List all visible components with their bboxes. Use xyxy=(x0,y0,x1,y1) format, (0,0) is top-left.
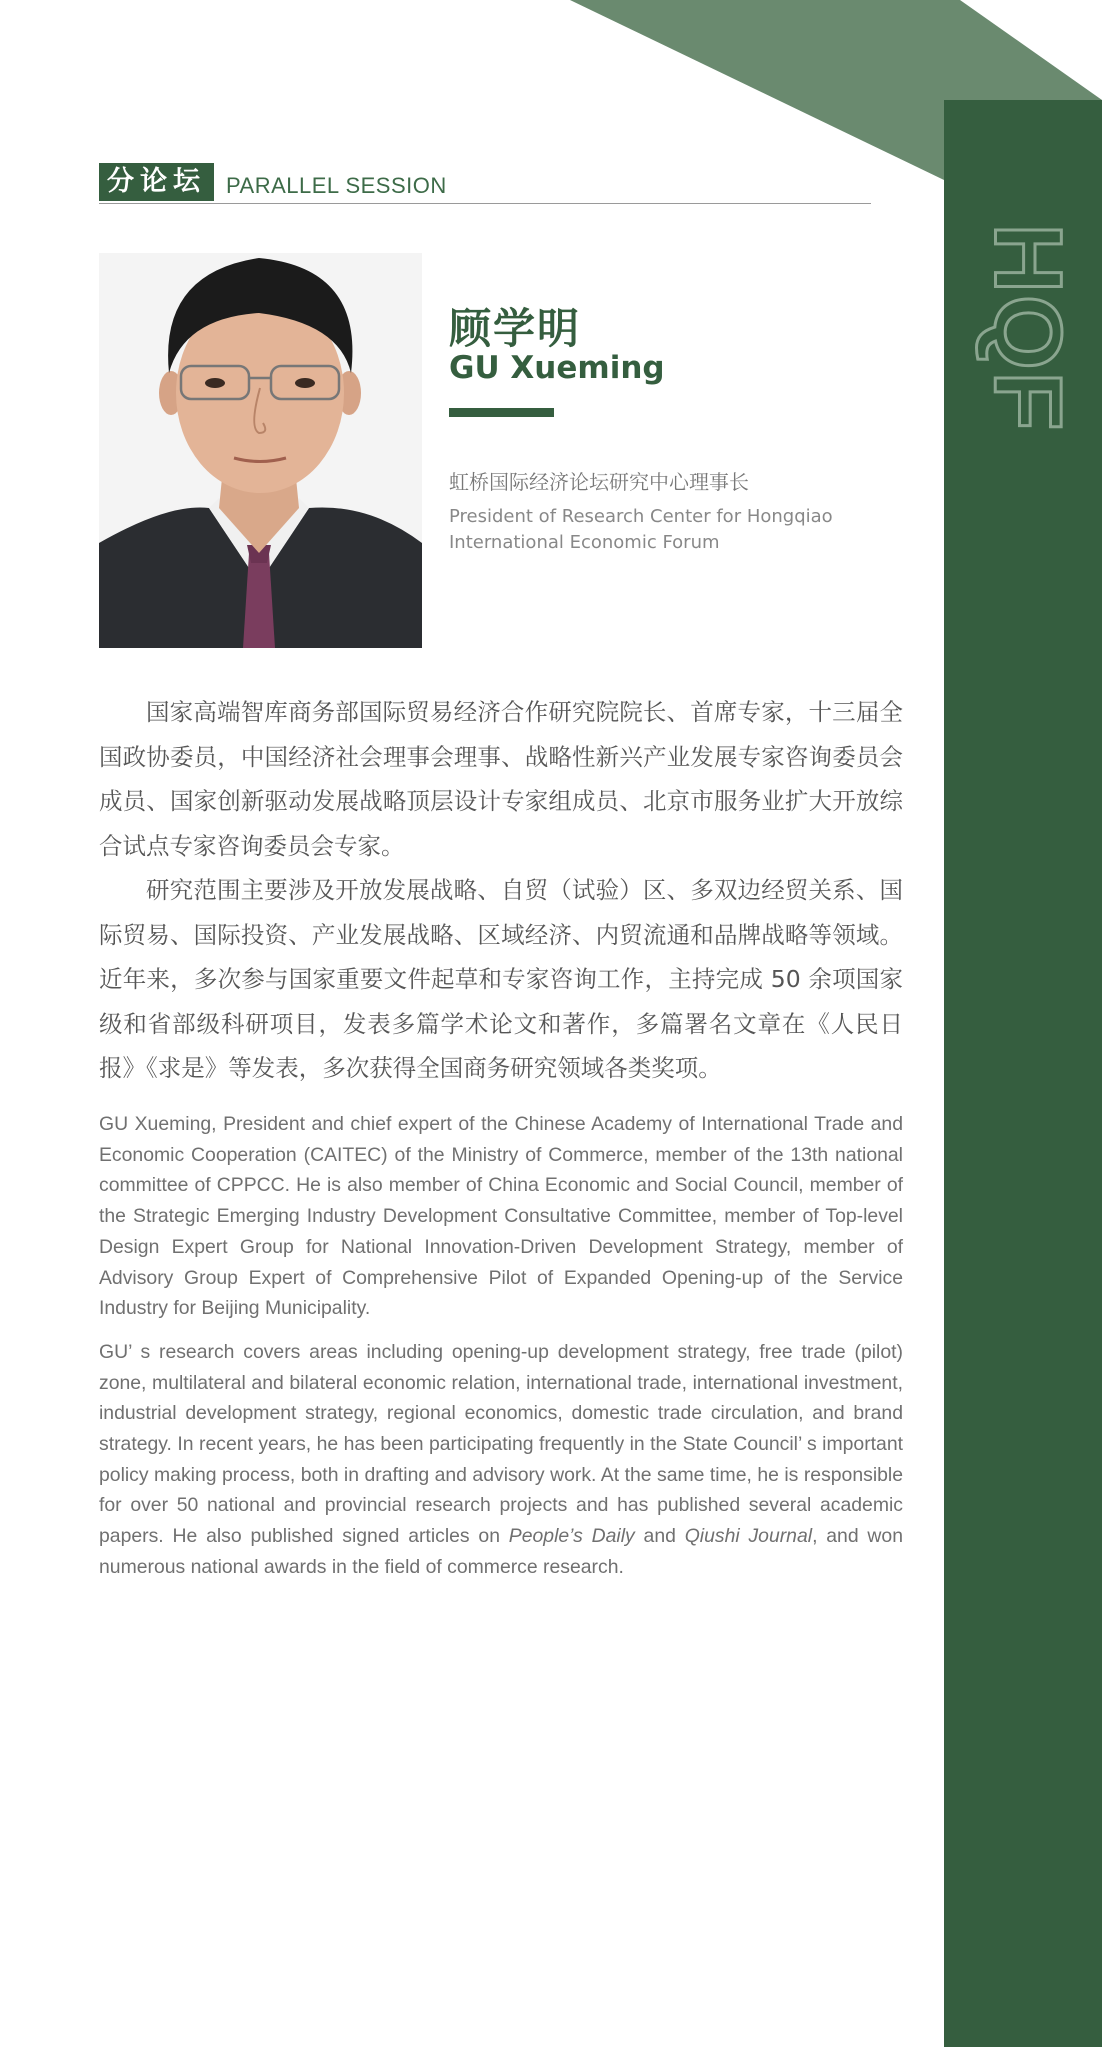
biography-cn-paragraph-2: 研究范围主要涉及开放发展战略、自贸（试验）区、多双边经贸关系、国际贸易、国际投资、产业发展战略、区域经济、内贸流通和品牌战略等领域。近年来，多次参与国家重要文件起草和专家咨询工作，主持完成 50 余项国家级和省部级科研项目，发表多篇学术论文和著作，多篇署名文章在《人民日报》《求是》等发表，多次获得全国商务研究领域各类奖项。 xyxy=(99,876,903,1082)
session-label-en: PARALLEL SESSION xyxy=(226,173,447,198)
name-underline-bar xyxy=(449,408,554,417)
biography-en xyxy=(99,1109,903,1596)
speaker-name-en: GU Xueming xyxy=(449,350,665,386)
biography-en-p2-text-a: GU’ s research covers areas including opening-up development strategy, free trade (pilot) zone, multilateral and bilateral economic relation, international trade, international investment, industrial development strategy, regional economics, domestic trade circulation, and brand strategy. In recent years, he has been participating frequently in the State Council’ s important policy making process, both in drafting and advisory work. At the same time, he is responsible for over 50 national and provincial research projects and has published several academic papers. He also published signed articles on xyxy=(99,1340,903,1548)
hqf-logo xyxy=(967,218,1087,438)
speaker-title-cn: 虹桥国际经济论坛研究中心理事长 xyxy=(449,470,749,494)
side-band-cap xyxy=(944,100,1102,180)
session-label-cn: 分论坛 xyxy=(99,163,214,201)
journal-peoples-daily: People’s Daily xyxy=(508,1525,635,1548)
hqf-logo-text: HQF xyxy=(974,223,1082,433)
speaker-portrait xyxy=(99,253,422,648)
biography-en-p2-text-b: , and won numerous national awards in the field of commerce research. xyxy=(99,1525,903,1578)
header-ribbon-graphic xyxy=(0,0,1102,180)
journal-qiushi: Qiushi Journal xyxy=(684,1525,813,1548)
section-header xyxy=(99,163,871,204)
biography-en-paragraph-1: GU Xueming, President and chief expert of the Chinese Academy of International Trade and Economic Cooperation (CAITEC) of the Ministry of Commerce, member of the 13th national committee of CPPCC. He is also member of China Economic and Social Council, member of the Strategic Emerging Industry Development Consultative Committee, member of Top-level Design Expert Group for National Innovation-Driven Development Strategy, member of Advisory Group Expert of Comprehensive Pilot of Expanded Opening-up of the Service Industry for Beijing Municipality. xyxy=(99,1113,903,1320)
biography-cn xyxy=(99,690,903,1091)
biography-cn-paragraph-1: 国家高端智库商务部国际贸易经济合作研究院院长、首席专家，十三届全国政协委员，中国经济社会理事会理事、战略性新兴产业发展专家咨询委员会成员、国家创新驱动发展战略顶层设计专家组成员、北京市服务业扩大开放综合试点专家咨询委员会专家。 xyxy=(99,698,903,860)
biography-en-paragraph-2 xyxy=(99,1337,903,1583)
biography-en-p2-and: and xyxy=(634,1525,685,1548)
speaker-name-cn: 顾学明 xyxy=(449,304,582,353)
speaker-title-en: President of Research Center for Hongqiao International Economic Forum xyxy=(449,506,833,553)
